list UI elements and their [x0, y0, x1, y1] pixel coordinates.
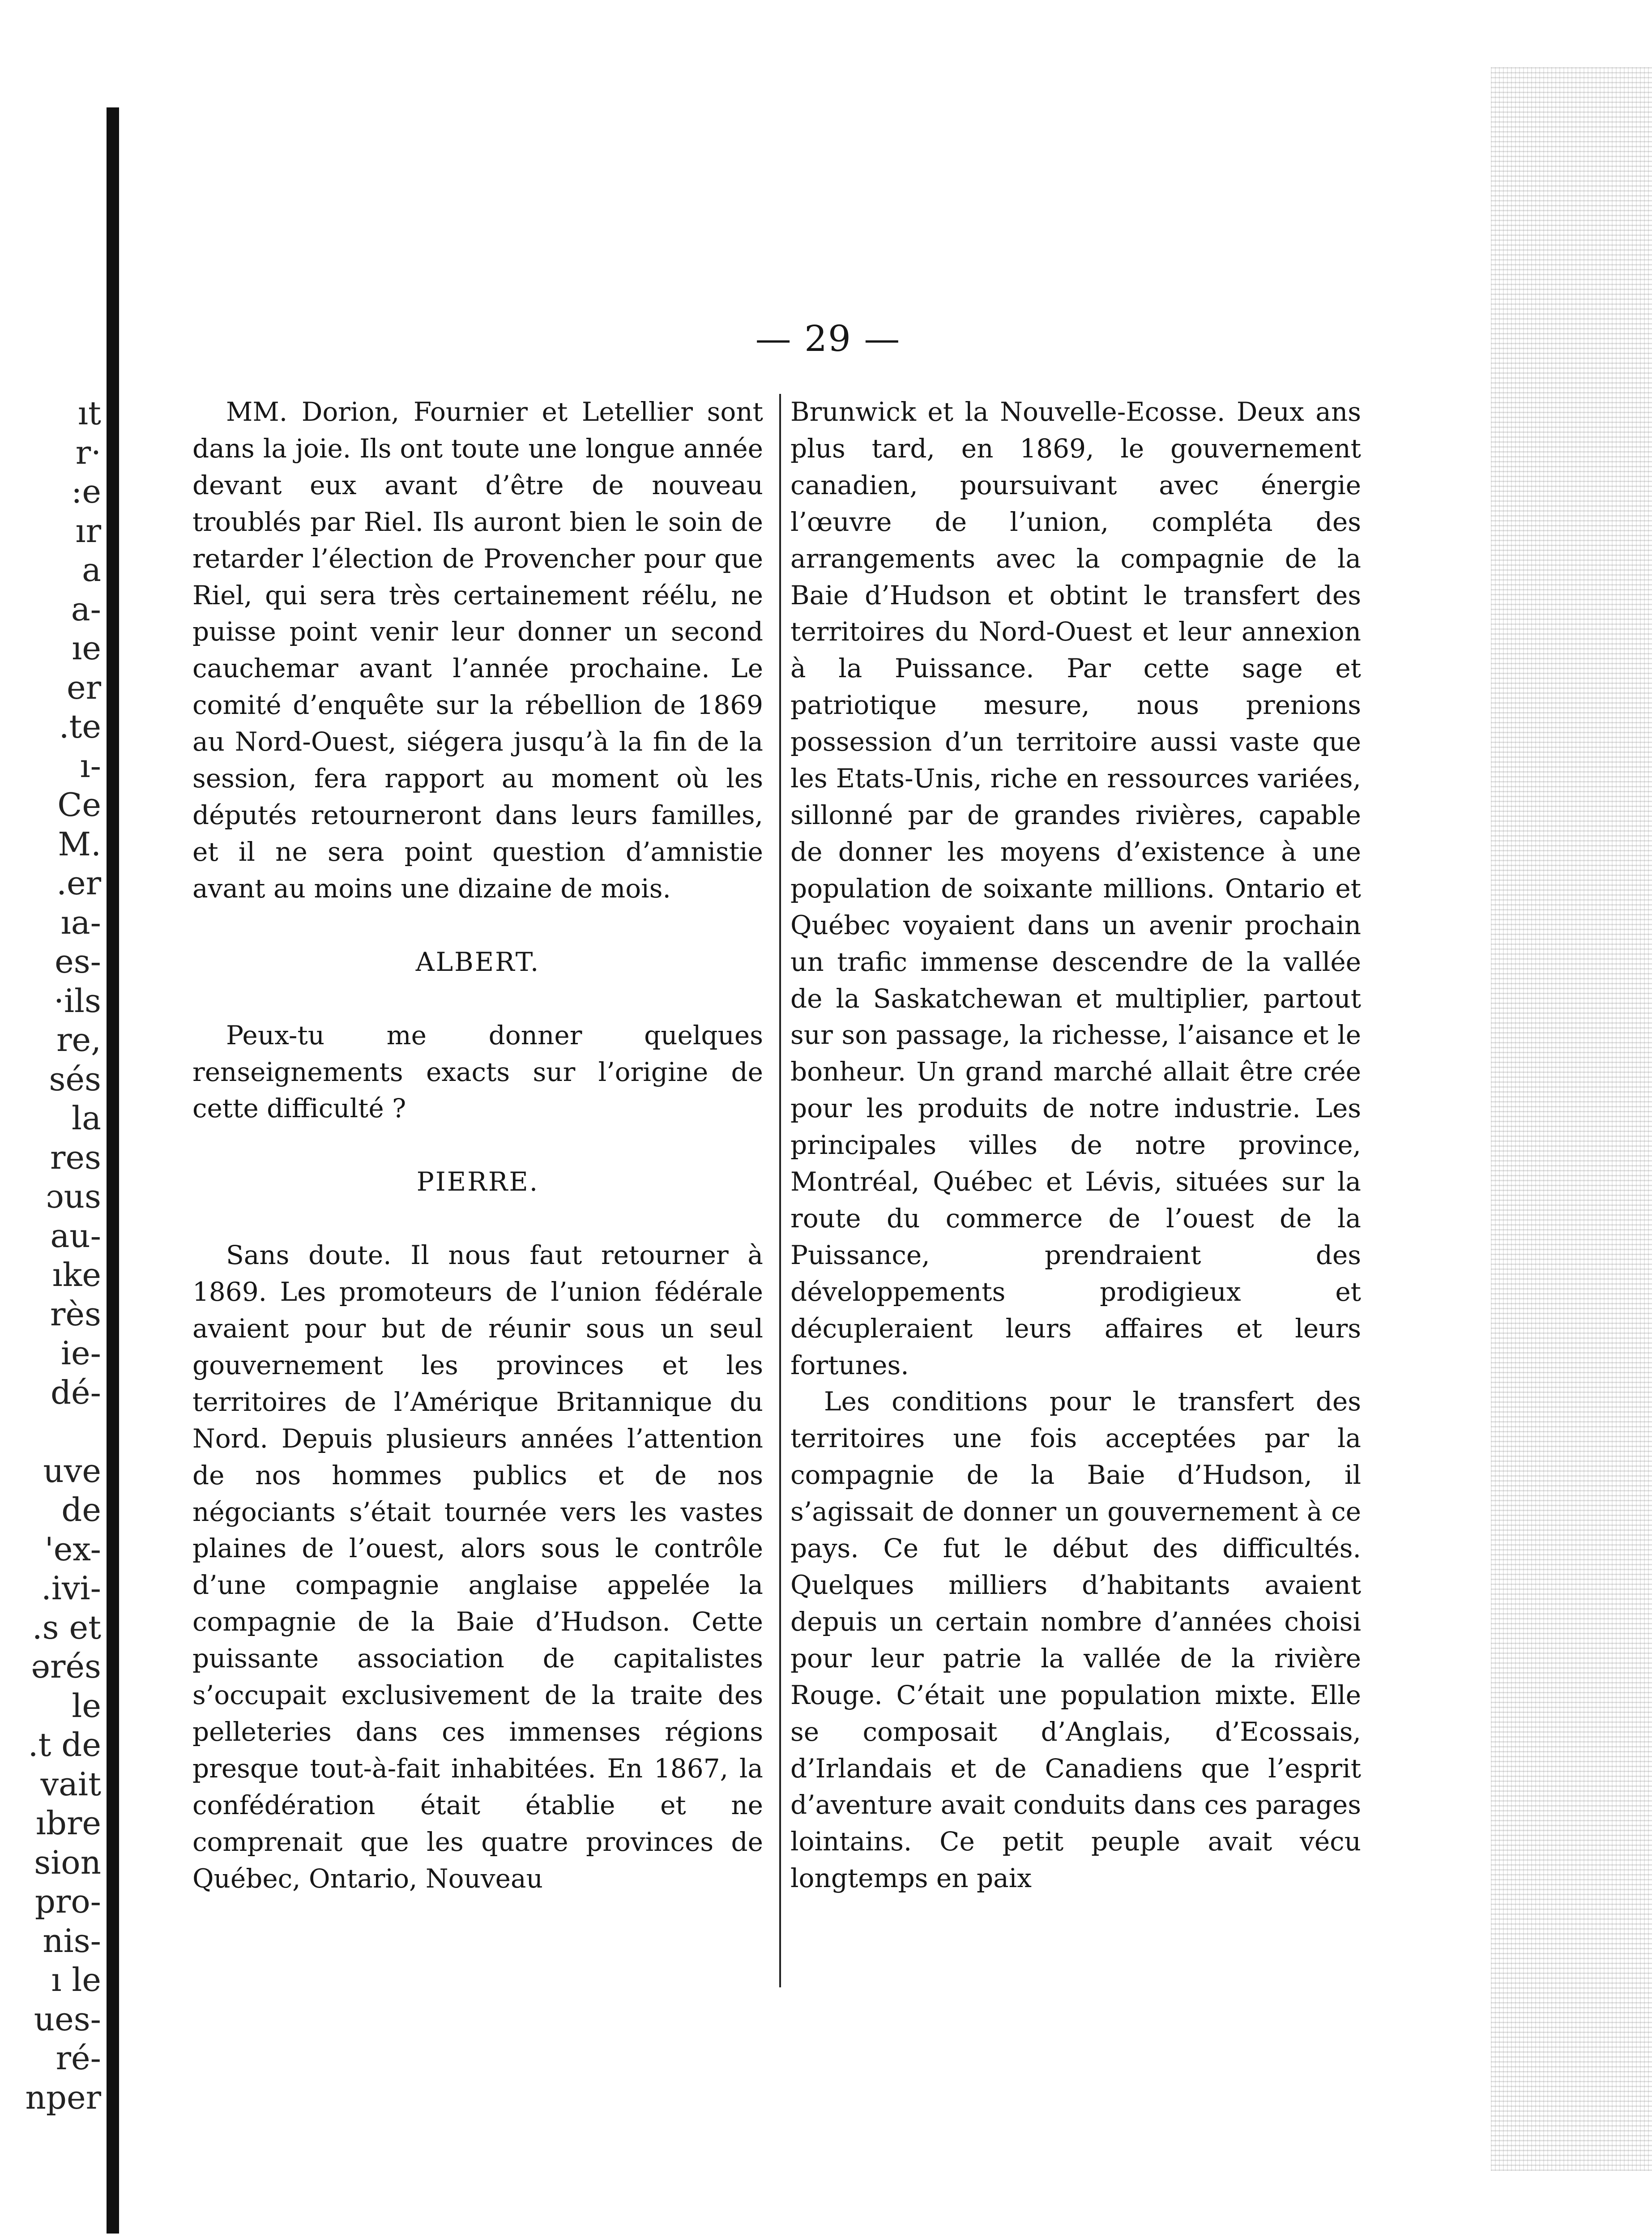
- paragraph: Peux-tu me donner quelques renseignements exacts sur l’origine de cette difficulté ?: [192, 1020, 763, 1124]
- speaker-name: PIERRE.: [416, 1166, 539, 1197]
- fragment-line: 'ex-: [44, 1530, 101, 1568]
- fragment-line: ie-: [61, 1334, 101, 1372]
- fragment-line: .ivi-: [41, 1569, 101, 1607]
- paragraph: Les conditions pour le transfert des territoires une fois acceptées par la compagnie de la Baie d’Hudson, il s’agissait de donner un gouvernement à ce pays. Ce fut le début des difficultés. Quelques milliers d’habitants avaient depuis un certain nombre d’années choisi pour leur patrie la vallée de la rivière Rouge. C’était une population mixte. Elle se composait d’Anglais, d’Ecossais, d’Irlandais et de Canadiens que l’esprit d’aventure avait conduits dans ces parages lointains. Ce petit peuple avait vécu longtemps en paix: [790, 1386, 1361, 1894]
- fragment-line: rès: [50, 1295, 101, 1333]
- fragment-line: sés: [49, 1060, 101, 1098]
- fragment-line: uve: [43, 1452, 101, 1490]
- paragraph: MM. Dorion, Fournier et Letellier sont dans la joie. Ils ont toute une longue année devant eux avant d’être de nouveau troublés par Riel. Ils auront bien le soin de retarder l’élection de Provencher pour que Riel, qui sera très certainement réélu, ne puisse point venir leur donner un second cauchemar avant l’année prochaine. Le comité d’enquête sur la rébellion de 1869 au Nord-Ouest, siégera jusqu’à la fin de la session, fera rapport au moment où les députés retourneront dans leurs familles, et il ne sera point question d’amnistie avant au moins une dizaine de mois.: [192, 397, 763, 904]
- fragment-line: [3, 1412, 101, 1452]
- paragraph: Brunwick et la Nouvelle-Ecosse. Deux ans plus tard, en 1869, le gouvernement canadien, poursuivant avec énergie l’œuvre de l’union, compléta des arrangements avec la compagnie de la Baie d’Hudson et obtint le transfert des territoires du Nord-Ouest et leur annexion à la Puissance. Par cette sage et patriotique mesure, nous prenions possession d’un territoire aussi vaste que les Etats-Unis, riche en ressources variées, sillonné par de grandes rivières, capable de donner les moyens d’existence à une population de soixante millions. Ontario et Québec voyaient dans un avenir prochain un trafic immense descendre de la vallée de la Saskatchewan et multiplier, partout sur son passage, la richesse, l’aisance et le bonheur. Un grand marché allait être crée pour les produits de notre industrie. Les principales villes de notre province, Montréal, Québec et Lévis, situées sur la route du commerce de l’ouest de la Puissance, prendraient des développements prodigieux et décupleraient leurs affaires et leurs fortunes.: [790, 397, 1361, 1380]
- fragment-line: r·: [75, 433, 101, 471]
- fragment-line: .s et: [32, 1608, 101, 1646]
- fragment-line: res: [50, 1138, 101, 1176]
- fragment-line: ıt: [78, 394, 101, 432]
- fragment-line: la: [72, 1099, 101, 1137]
- fragment-line: au-: [50, 1217, 101, 1255]
- fragment-line: er: [66, 668, 101, 706]
- adjacent-page-fragment: [3, 394, 101, 2116]
- fragment-line: sion: [34, 1843, 101, 1881]
- fragment-line: de: [61, 1491, 101, 1529]
- fragment-line: ı-: [80, 747, 101, 785]
- fragment-line: M.: [58, 825, 101, 863]
- fragment-line: ərés: [31, 1648, 101, 1685]
- fragment-line: nper: [25, 2078, 101, 2116]
- fragment-line: ır: [75, 512, 101, 550]
- speaker-name: ALBERT.: [415, 946, 540, 977]
- right-column: [790, 394, 1361, 1987]
- fragment-line: ré-: [55, 2039, 101, 2077]
- fragment-line: .er: [56, 864, 101, 902]
- fragment-line: ıa-: [60, 903, 101, 941]
- fragment-line: re,: [56, 1021, 101, 1059]
- fragment-line: ıke: [52, 1256, 101, 1294]
- column-divider: [779, 394, 781, 1987]
- fragment-line: .te: [59, 708, 101, 745]
- fragment-line: nis-: [43, 1922, 101, 1960]
- fragment-line: ues-: [34, 2000, 101, 2038]
- fragment-line: ı le: [51, 1961, 101, 1999]
- fragment-line: le: [72, 1687, 101, 1725]
- binding-edge: [107, 107, 119, 2234]
- fragment-line: dé-: [50, 1373, 101, 1411]
- fragment-line: ıe: [72, 629, 101, 667]
- left-column: [192, 394, 763, 1987]
- fragment-line: Ce: [57, 786, 101, 824]
- fragment-line: :e: [71, 473, 101, 510]
- fragment-line: ·ils: [54, 982, 101, 1020]
- fragment-line: es-: [55, 943, 101, 980]
- fragment-line: .t de: [28, 1726, 101, 1764]
- fragment-line: a: [82, 551, 101, 589]
- fragment-line: vait: [40, 1765, 101, 1803]
- scan-noise-edge: [1491, 67, 1652, 2171]
- fragment-line: ıbre: [35, 1804, 101, 1842]
- fragment-line: ɔus: [46, 1178, 101, 1215]
- paragraph: Sans doute. Il nous faut retourner à 1869. Les promoteurs de l’union fédérale avaient pour but de réunir sous un seul gouvernement les provinces et les territoires de l’Amérique Britannique du Nord. Depuis plusieurs années l’attention de nos hommes publics et de nos négociants s’était tournée vers les vastes plaines de l’ouest, alors sous le contrôle d’une compagnie anglaise appelée la compagnie de la Baie d’Hudson. Cette puissante association de capitalistes s’occupait exclusivement de la traite des pelleteries dans ces immenses régions presque tout-à-fait inhabitées. En 1867, la confédération était établie et ne comprenait que les quatre provinces de Québec, Ontario, Nouveau: [192, 1240, 763, 1894]
- fragment-line: a-: [71, 590, 101, 628]
- page-number: — 29 —: [755, 318, 901, 359]
- fragment-line: pro-: [34, 1883, 101, 1920]
